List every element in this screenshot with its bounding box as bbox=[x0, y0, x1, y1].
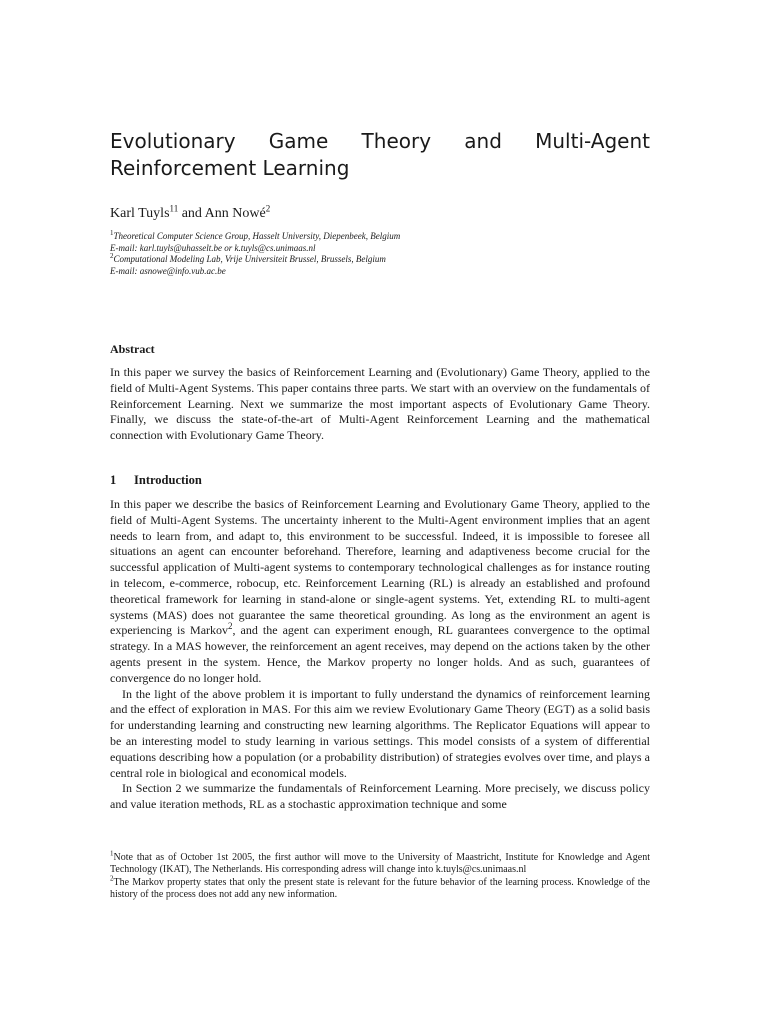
affiliation-text: Theoretical Computer Science Group, Hasselt University, Diepenbeek, Belgium bbox=[113, 231, 401, 241]
affiliation-line bbox=[110, 254, 400, 266]
affiliation-mark: 1 bbox=[110, 229, 114, 237]
body-text: In this paper we describe the basics of Reinforcement Learning and Evolutionary Game Theory, applied to the field of Multi-Agent Systems. The uncertainty inherent to the Multi-Agent environment implies that an agent needs to learn from, and adapt to, this environment to be successful. Indeed, it is impossible to foresee all situations an agent can encounter beforehand. Therefore, learning and adaptiveness become crucial for the successful application of Multi-agent systems to contemporary technological challenges as for instance routing in telecom, e-commerce, robocup, etc. Reinforcement Learning (RL) is already an established and profound theoretical framework for learning in stand-alone or single-agent systems. Yet, extending RL to multi-agent systems (MAS) does not guarantee the same theoretical grounding. As long as the environment an agent is experiencing is Markov bbox=[110, 497, 650, 638]
author-name: Karl Tuyls bbox=[110, 206, 170, 221]
affiliation-text: E-mail: karl.tuyls@uhasselt.be or k.tuyls@cs.unimaas.nl bbox=[110, 242, 316, 253]
section-body bbox=[110, 497, 650, 813]
footnote bbox=[110, 849, 650, 877]
body-paragraph: In Section 2 we summarize the fundamentals of Reinforcement Learning. More precisely, we discuss policy and value iteration methods, RL as a stochastic approximation technique and some bbox=[110, 781, 650, 812]
abstract-text: In this paper we survey the basics of Reinforcement Learning and (Evolutionary) Game Theory, applied to the field of Multi-Agent Systems. This paper contains three parts. We start with an overview on the fundamentals of Reinforcement Learning. Next we summarize the most important aspects of Evolutionary Game Theory. Finally, we discuss the state-of-the-art of Multi-Agent Reinforcement Learning and the mathematical connection with Evolutionary Game Theory. bbox=[110, 365, 650, 443]
author-name: Ann Nowé bbox=[204, 206, 266, 221]
affiliation-line bbox=[110, 266, 400, 278]
footnote bbox=[110, 874, 650, 902]
paper-title: Evolutionary Game Theory and Multi-Agent Reinforcement Learning bbox=[110, 129, 650, 180]
footnotes bbox=[110, 849, 650, 901]
footnote-text: Note that as of October 1st 2005, the first author will move to the University of Maastricht, Institute for Knowledge and Agent Technology (IKAT), The Netherlands. His corresponding adress will change into k.tuyls@cs.unimaas.nl bbox=[110, 852, 650, 876]
body-text: , and the agent can experiment enough, RL guarantees convergence to the optimal strategy. In a MAS however, the reinforcement an agent receives, may depend on the actions taken by the other agents present in the system. Hence, the Markov property no longer holds. And as such, guarantees of convergence do no longer hold. bbox=[110, 623, 650, 685]
footnote-number: 1 bbox=[110, 849, 114, 858]
affiliation-text: E-mail: asnowe@info.vub.ac.be bbox=[110, 265, 226, 276]
affiliations bbox=[110, 231, 400, 277]
footnote-number: 2 bbox=[110, 874, 114, 883]
body-paragraph bbox=[110, 497, 650, 687]
footnote-mark: 2 bbox=[228, 621, 233, 632]
affiliation-line bbox=[110, 231, 400, 243]
section-heading bbox=[110, 473, 202, 488]
author-conjunction: and bbox=[181, 206, 202, 221]
section-title: Introduction bbox=[134, 473, 202, 487]
footnote-text: The Markov property states that only the present state is relevant for the future behavior of the learning process. Knowledge of the history of the process does not add any new information. bbox=[110, 876, 650, 900]
section-number: 1 bbox=[110, 473, 117, 487]
affiliation-mark: 2 bbox=[110, 252, 114, 260]
affiliation-text: Computational Modeling Lab, Vrije Universiteit Brussel, Brussels, Belgium bbox=[113, 254, 386, 264]
author-line bbox=[110, 203, 271, 222]
author-footnote-mark: 11 bbox=[169, 203, 179, 214]
body-paragraph: In the light of the above problem it is important to fully understand the dynamics of reinforcement learning and the effect of exploration in MAS. For this aim we review Evolutionary Game Theory (EGT) as a solid basis for understanding learning and constructing new learning algorithms. The Replicator Equations will appear to be an interesting model to study learning in various settings. This model consists of a system of differential equations describing how a population (or a probability distribution) of strategies evolves over time, and plays a central role in biological and economical models. bbox=[110, 686, 650, 780]
affiliation-line bbox=[110, 243, 400, 255]
abstract-heading: Abstract bbox=[110, 342, 155, 356]
author-footnote-mark: 2 bbox=[265, 203, 271, 214]
